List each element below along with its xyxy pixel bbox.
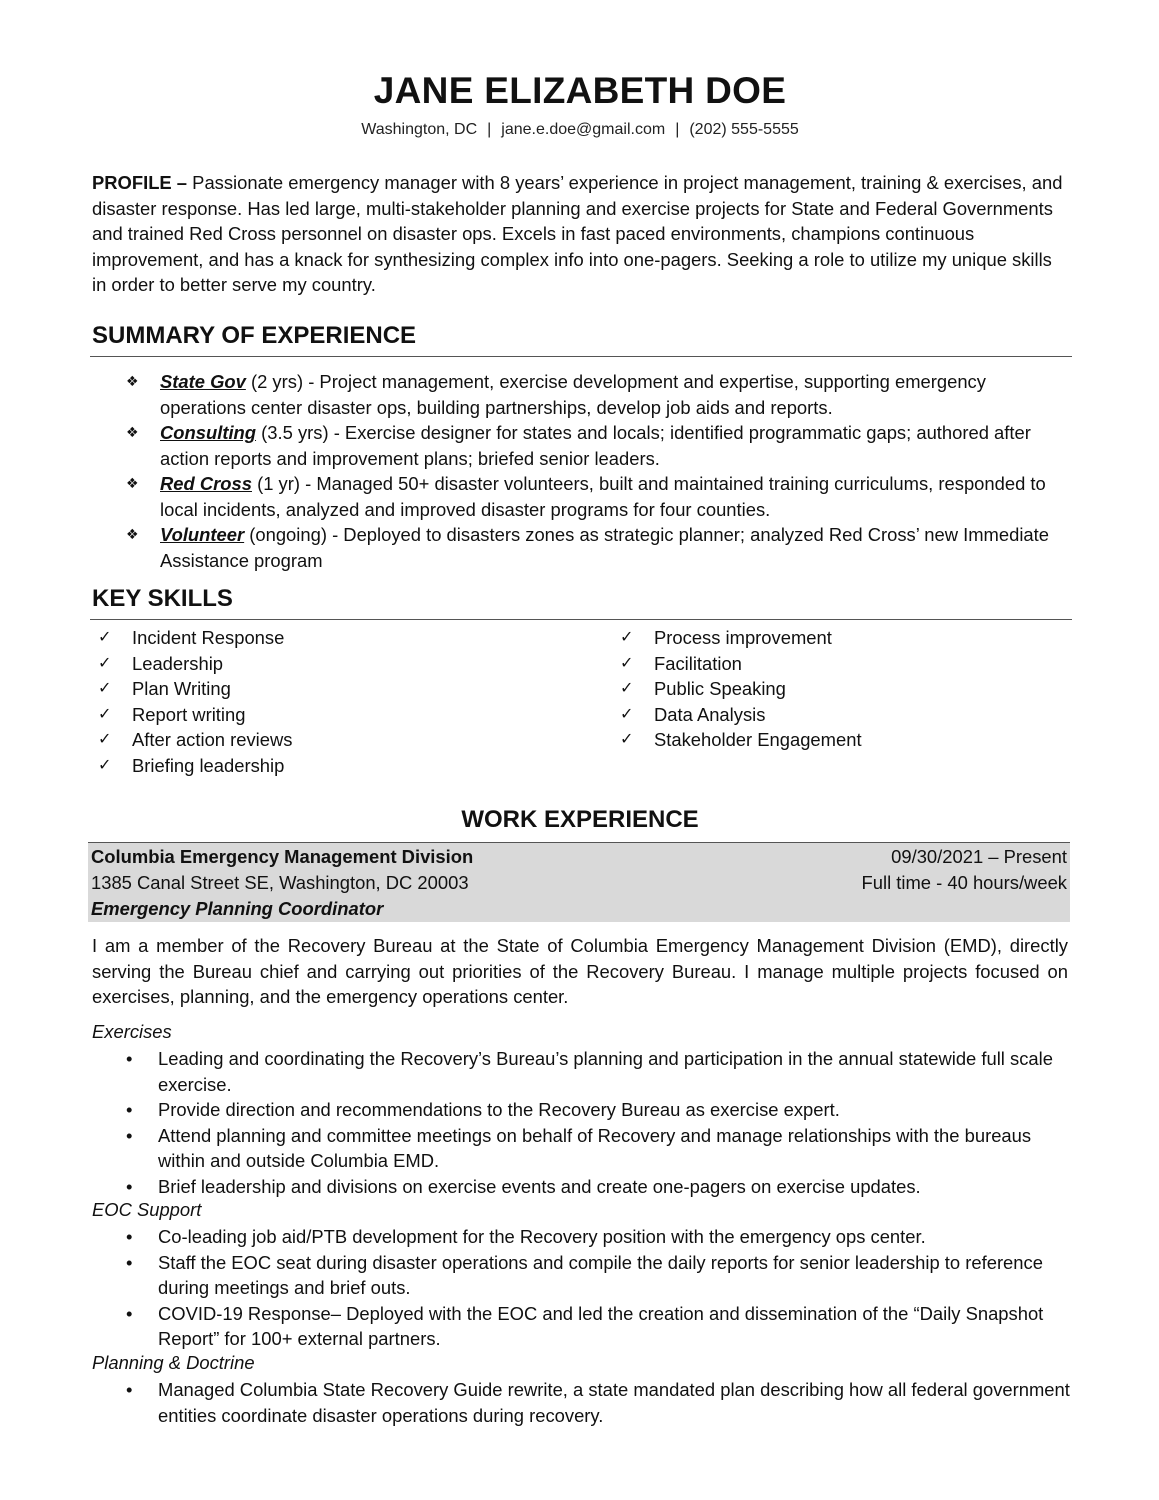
summary-item <box>126 420 1066 471</box>
summary-duration: (1 yr) <box>251 473 300 494</box>
checkmark-icon: ✓ <box>98 705 112 723</box>
profile-text: Passionate emergency manager with 8 years’ experience in project management, training & exercises, and disaster response. Has led large, multi-stakeholder planning and exercise projects for State and Federal Governments and trained Red Cross personnel on disaster ops. Excels in fast paced environments, champions continuous improvement, and has a knack for synthesizing complex info into one-pagers. Seeking a role to utilize my unique skills in order to better serve my country. <box>92 172 1063 295</box>
duty-item: • Provide direction and recommendations to the Recovery Bureau as exercise expert. <box>124 1097 1070 1123</box>
duty-item: • COVID-19 Response– Deployed with the EOC and led the creation and dissemination of the “Daily Snapshot Report” for 100+ external partners. <box>126 1302 1044 1349</box>
checkmark-icon: ✓ <box>620 680 634 697</box>
skill-item: ✓ Facilitation <box>620 651 862 677</box>
employer-address: 1385 Canal Street SE, Washington, DC 20003 <box>91 872 469 893</box>
job-description: I am a member of the Recovery Bureau at the State of Columbia Emergency Management Division (EMD), directly serving the Bureau chief and carrying out priorities of the Recovery Bureau. I manage multiple projects focused on exercises, planning, and the emergency operations center. <box>92 935 1068 1007</box>
bullet-icon: • <box>126 1226 133 1247</box>
contact-line <box>90 121 1070 139</box>
summary-term: Red Cross <box>160 473 252 494</box>
skill-item: ✓ Briefing leadership <box>98 753 292 779</box>
summary-duration: (3.5 yrs) <box>256 422 329 443</box>
diamond-bullet-icon: ❖ <box>126 526 139 542</box>
duty-item: • Attend planning and committee meetings on behalf of Recovery and manage relationships with the bureaus within and outside Columbia EMD. <box>126 1124 1032 1171</box>
summary-term: State Gov <box>160 371 246 392</box>
duty-category: Exercises <box>92 1021 172 1042</box>
diamond-bullet-icon: ❖ <box>126 475 139 491</box>
skill-item: ✓ Plan Writing <box>98 676 292 702</box>
summary-heading: SUMMARY OF EXPERIENCE <box>92 322 417 349</box>
summary-item <box>126 522 1066 573</box>
summary-term: Consulting <box>160 422 257 443</box>
summary-term: Volunteer <box>160 524 245 545</box>
duty-list <box>124 1224 1070 1352</box>
duty-category: EOC Support <box>92 1199 202 1220</box>
skill-item: ✓ Report writing <box>98 702 292 728</box>
summary-text: - Deployed to disasters zones as strategic planner; analyzed Red Cross’ new Immediate Assistance program <box>160 524 1049 571</box>
summary-duration: (ongoing) <box>244 524 327 545</box>
separator: | <box>675 121 680 138</box>
bullet-icon: • <box>126 1175 133 1197</box>
bullet-icon: • <box>126 1124 133 1146</box>
skills-column-left <box>98 625 292 778</box>
checkmark-icon: ✓ <box>620 654 634 672</box>
diamond-bullet-icon: ❖ <box>126 373 139 389</box>
duty-category: Planning & Doctrine <box>92 1352 255 1373</box>
skill-item: ✓ Leadership <box>98 651 292 677</box>
checkmark-icon: ✓ <box>98 654 112 672</box>
duty-list <box>124 1046 1070 1199</box>
bullet-icon: • <box>126 1099 133 1120</box>
bullet-icon: • <box>126 1251 133 1273</box>
job-position: Emergency Planning Coordinator <box>91 898 384 919</box>
summary-divider <box>90 356 1072 357</box>
checkmark-icon: ✓ <box>620 629 634 646</box>
checkmark-icon: ✓ <box>98 680 112 697</box>
checkmark-icon: ✓ <box>98 756 112 774</box>
employer-name: Columbia Emergency Management Division <box>91 846 474 867</box>
summary-item <box>126 369 1066 420</box>
skill-item: ✓ Public Speaking <box>620 676 862 702</box>
skill-item: ✓ Incident Response <box>98 625 292 651</box>
summary-list <box>126 369 1066 573</box>
duty-item: • Brief leadership and divisions on exercise events and create one-pagers on exercise updates. <box>124 1174 1070 1200</box>
diamond-bullet-icon: ❖ <box>126 424 139 440</box>
skills-column-right <box>620 625 862 753</box>
checkmark-icon: ✓ <box>98 731 112 748</box>
work-experience-heading: WORK EXPERIENCE <box>461 806 699 833</box>
duty-item: • Co-leading job aid/PTB development for the Recovery position with the emergency ops center. <box>124 1224 1070 1250</box>
skills-heading: KEY SKILLS <box>92 585 233 612</box>
skill-item: ✓ Process improvement <box>620 625 862 651</box>
summary-text: - Exercise designer for states and locals; identified programmatic gaps; authored after action reports and improvement plans; briefed senior leaders. <box>160 422 1031 469</box>
checkmark-icon: ✓ <box>620 731 634 748</box>
bullet-icon: • <box>126 1048 133 1069</box>
job-dates: 09/30/2021 – Present <box>891 846 1067 867</box>
summary-text: - Project management, exercise development and expertise, supporting emergency operations center disaster ops, building partnerships, develop job aids and reports. <box>160 371 986 418</box>
summary-text: - Managed 50+ disaster volunteers, built and maintained training curriculums, responded to local incidents, analyzed and improved disaster programs for four counties. <box>160 473 1046 520</box>
duty-item: • Staff the EOC seat during disaster operations and compile the daily reports for senior leadership to reference during meetings and brief outs. <box>126 1251 1043 1298</box>
job-header <box>88 842 1070 922</box>
profile-paragraph <box>92 170 1067 298</box>
duty-list <box>124 1377 1070 1428</box>
summary-duration: (2 yrs) <box>245 371 304 392</box>
phone: (202) 555-5555 <box>689 121 799 138</box>
skill-item: ✓ After action reviews <box>98 727 292 753</box>
separator: | <box>487 121 492 138</box>
checkmark-icon: ✓ <box>98 629 112 646</box>
email-link[interactable]: jane.e.doe@gmail.com <box>501 121 666 138</box>
skills-divider <box>90 619 1072 620</box>
profile-label: PROFILE – <box>92 172 188 193</box>
location: Washington, DC <box>361 121 478 138</box>
checkmark-icon: ✓ <box>620 705 634 723</box>
bullet-icon: • <box>126 1379 133 1400</box>
duty-item: • Leading and coordinating the Recovery’s Bureau’s planning and participation in the annual statewide full scale exercise. <box>126 1048 1053 1095</box>
skill-item: ✓ Data Analysis <box>620 702 862 728</box>
summary-item <box>126 471 1066 522</box>
candidate-name: JANE ELIZABETH DOE <box>373 70 787 111</box>
job-hours: Full time - 40 hours/week <box>861 872 1067 893</box>
skill-item: ✓ Stakeholder Engagement <box>620 727 862 753</box>
duty-item: • Managed Columbia State Recovery Guide rewrite, a state mandated plan describing how all federal government entities coordinate disaster operations during recovery. <box>126 1379 1070 1426</box>
bullet-icon: • <box>126 1302 133 1324</box>
